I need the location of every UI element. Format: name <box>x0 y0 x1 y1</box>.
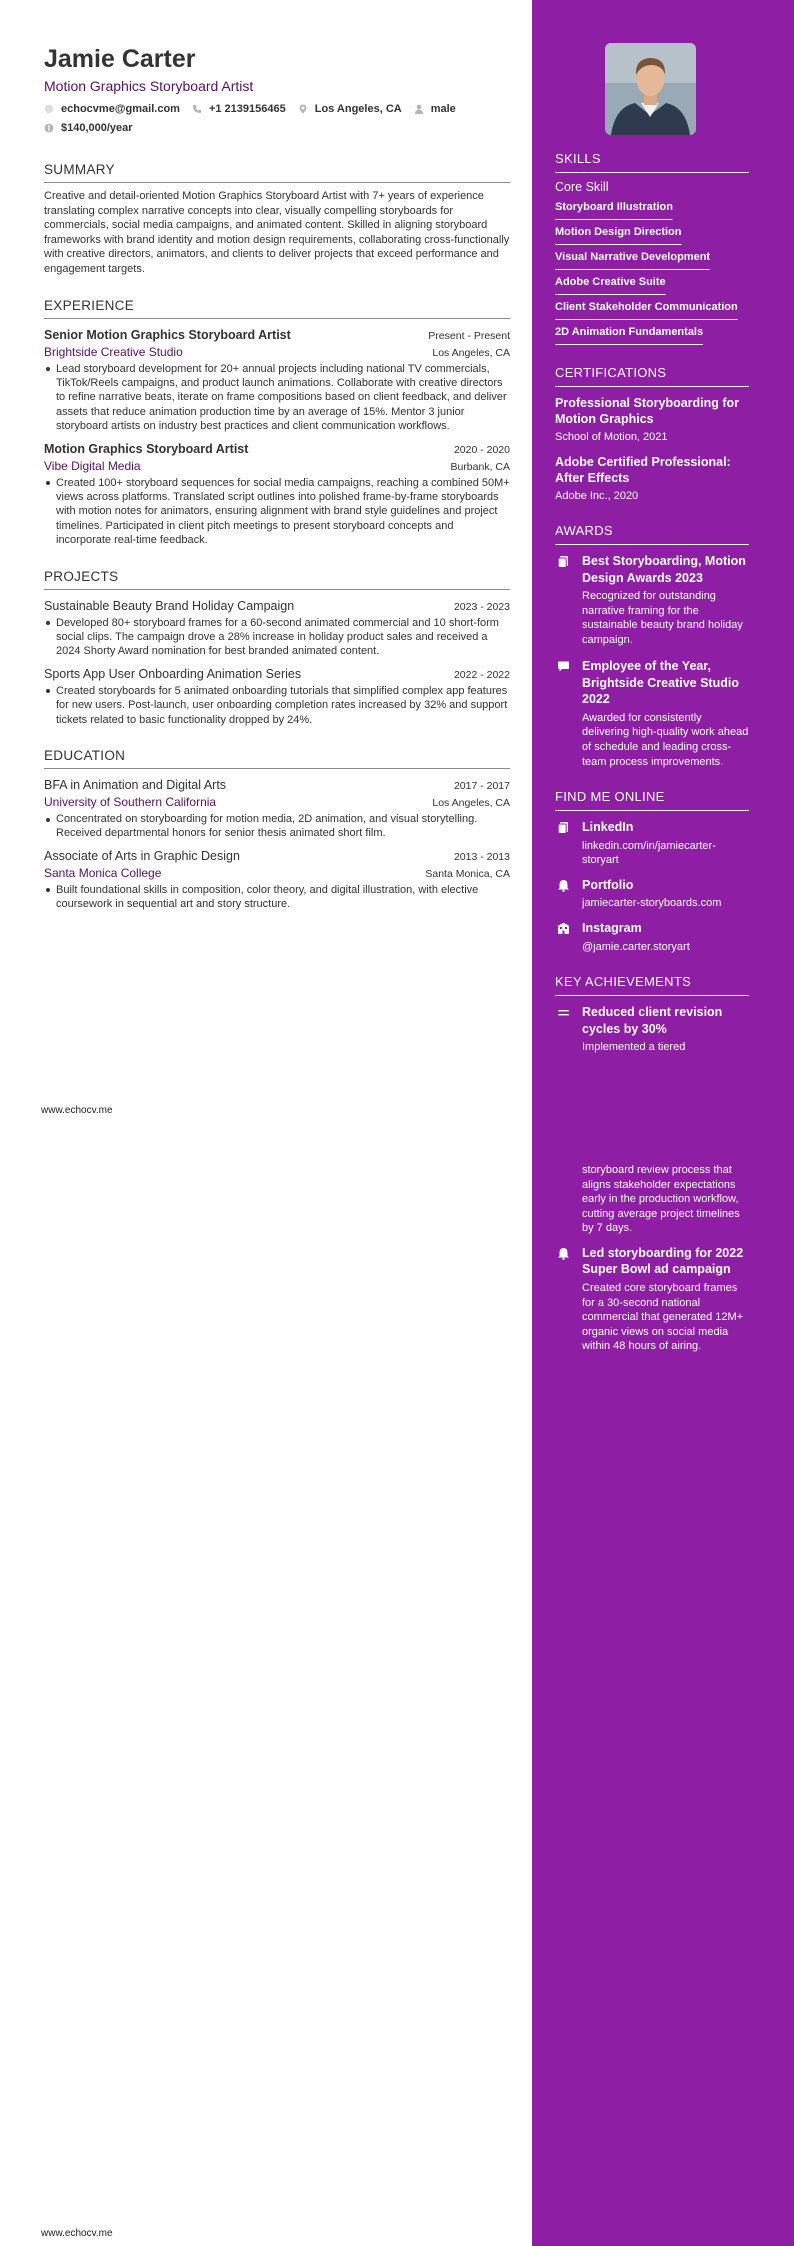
contact-phone[interactable]: +1 2139156465 <box>192 100 286 118</box>
contact-location: Los Angeles, CA <box>298 100 402 118</box>
project-dates: 2023 - 2023 <box>453 600 510 613</box>
linkedin-icon <box>557 821 570 834</box>
candidate-role: Motion Graphics Storyboard Artist <box>44 78 254 94</box>
job-title: Motion Graphics Storyboard Artist <box>44 441 249 456</box>
online-profile-url[interactable]: @jamie.carter.storyart <box>582 940 690 953</box>
contact-info <box>44 100 510 137</box>
experience-entry <box>44 441 510 548</box>
achievement-item <box>555 1004 749 1055</box>
online-profile-item[interactable] <box>555 920 749 954</box>
key-achievements-heading: KEY ACHIEVEMENTS <box>555 974 749 996</box>
job-dates: 2020 - 2020 <box>453 443 510 456</box>
degree-title: Associate of Arts in Graphic Design <box>44 848 240 863</box>
award-description: Recognized for outstanding narrative framing for the sustainable beauty brand holiday campaign. <box>582 590 743 646</box>
person-icon <box>414 104 424 114</box>
skill-item: Client Stakeholder Communication <box>555 299 738 320</box>
experience-heading: EXPERIENCE <box>44 297 510 319</box>
certification-name: Adobe Certified Professional: After Effects <box>555 455 731 485</box>
main-column <box>44 42 510 912</box>
location-pin-icon <box>298 104 308 114</box>
award-item <box>555 658 749 769</box>
achievement-description: storyboard review process that aligns stakeholder expectations early in the production workflow, cutting average project timelines by 7 days. <box>582 1164 740 1235</box>
skill-item: 2D Animation Fundamentals <box>555 324 703 345</box>
bars-icon <box>557 1006 570 1019</box>
education-heading: EDUCATION <box>44 747 510 769</box>
salary-icon <box>44 123 54 133</box>
education-entry <box>44 777 510 841</box>
project-title: Sustainable Beauty Brand Holiday Campaign <box>44 598 295 613</box>
certification-issuer: School of Motion, 2021 <box>555 431 668 443</box>
education-bullet: Concentrated on storyboarding for motion media, 2D animation, and visual storytelling. Received departmental honors for senior thesis animated short film. <box>44 812 510 841</box>
awards-heading: AWARDS <box>555 523 749 545</box>
skills-heading: SKILLS <box>555 151 749 173</box>
project-bullet: Developed 80+ storyboard frames for a 60-second animated commercial and 10 short-form social clips. The campaign drove a 28% increase in holiday product sales and received a 2024 Shorty Award nomination for best branded animated content. <box>44 616 510 659</box>
skill-item: Motion Design Direction <box>555 224 682 245</box>
skill-item: Storyboard Illustration <box>555 199 673 220</box>
school-name: Santa Monica College <box>44 865 162 880</box>
candidate-name: Jamie Carter <box>44 45 196 73</box>
award-title: Employee of the Year, Brightside Creative Studio 2022 <box>582 659 739 707</box>
online-profile-label: LinkedIn <box>582 820 634 835</box>
online-profile-label: Portfolio <box>582 877 634 892</box>
job-title: Senior Motion Graphics Storyboard Artist <box>44 327 291 342</box>
company-name: Vibe Digital Media <box>44 458 141 473</box>
certification-name: Professional Storyboarding for Motion Graphics <box>555 396 740 426</box>
email-icon <box>44 104 54 114</box>
job-location: Burbank, CA <box>450 460 510 473</box>
achievement-title: Reduced client revision cycles by 30% <box>582 1005 723 1036</box>
online-profile-item[interactable] <box>555 877 749 911</box>
bell-icon <box>557 1247 570 1260</box>
bell-icon <box>557 879 570 892</box>
job-dates: Present - Present <box>428 329 510 342</box>
award-description: Awarded for consistently delivering high-quality work ahead of schedule and leading cross-team process improvements. <box>582 711 749 768</box>
award-item <box>555 553 749 647</box>
contact-salary: $140,000/year <box>44 119 133 137</box>
project-entry <box>44 598 510 659</box>
project-dates: 2022 - 2022 <box>453 668 510 681</box>
phone-icon <box>192 104 202 114</box>
speech-bubble-icon <box>557 660 570 673</box>
company-name: Brightside Creative Studio <box>44 344 183 359</box>
school-location: Santa Monica, CA <box>425 867 510 880</box>
education-bullet: Built foundational skills in composition, color theory, and digital illustration, with elective coursework in sequential art and story structure. <box>44 883 510 912</box>
projects-heading: PROJECTS <box>44 568 510 590</box>
contact-gender: male <box>414 100 456 118</box>
degree-title: BFA in Animation and Digital Arts <box>44 778 227 793</box>
footer-website-link[interactable]: www.echocv.me <box>41 1105 113 1116</box>
project-entry <box>44 666 510 727</box>
trophy-icon <box>557 555 570 568</box>
job-location: Los Angeles, CA <box>432 346 510 359</box>
achievement-item <box>555 1245 749 1354</box>
skill-item: Visual Narrative Development <box>555 249 710 270</box>
achievement-description: Created core storyboard frames for a 30-second national commercial that generated 12M+ organic views on social media within 48 hours of airing. <box>582 1281 744 1353</box>
project-title: Sports App User Onboarding Animation Series <box>44 666 302 681</box>
online-profile-url[interactable]: linkedin.com/in/jamiecarter-storyart <box>582 839 716 867</box>
certification-issuer: Adobe Inc., 2020 <box>555 490 639 502</box>
achievement-title: Led storyboarding for 2022 Super Bowl ad campaign <box>582 1245 744 1277</box>
achievement-description: Implemented a tiered <box>582 1041 686 1054</box>
project-bullet: Created storyboards for 5 animated onboarding tutorials that simplified complex app features for new users. Post-launch, user onboarding completion rates increased by 32% and support tickets related to basic functionality dropped by 24%. <box>44 684 510 727</box>
school-name: University of Southern California <box>44 795 217 810</box>
profile-photo <box>605 43 696 135</box>
summary-heading: SUMMARY <box>44 161 510 183</box>
school-location: Los Angeles, CA <box>432 797 510 810</box>
building-icon <box>557 922 570 935</box>
sidebar-achievements-continued <box>555 1163 749 1354</box>
experience-entry <box>44 327 510 434</box>
footer-website-link[interactable]: www.echocv.me <box>41 2228 113 2239</box>
job-bullet: Created 100+ storyboard sequences for social media campaigns, reaching a combined 50M+ views across platforms. Translated script outlines into polished frame-by-frame storyboards with motion notes for animators, ensuring alignment with brand style guidelines and project timelines. Participated in client pitch meetings to present storyboard concepts and incorporate real-time feedback. <box>44 476 510 548</box>
online-profile-item[interactable] <box>555 819 749 868</box>
certifications-heading: CERTIFICATIONS <box>555 365 749 387</box>
contact-email[interactable]: echocvme@gmail.com <box>44 100 180 118</box>
summary-text: Creative and detail-oriented Motion Graphics Storyboard Artist with 7+ years of experience translating complex narrative concepts into clear, visually compelling storyboards for commercials, social media campaigns, and animated content. Skilled in aligning storyboard frameworks with brand identity and motion design requirements, collaborating cross-functionally with creative directors, animators, and clients to deliver projects that exceed performance and engagement targets. <box>44 190 510 275</box>
achievement-item <box>555 1163 749 1236</box>
degree-dates: 2017 - 2017 <box>453 780 510 793</box>
sidebar-skills-section <box>555 151 749 1055</box>
online-profile-label: Instagram <box>582 921 642 936</box>
skill-item: Adobe Creative Suite <box>555 274 666 295</box>
find-me-online-heading: FIND ME ONLINE <box>555 789 749 811</box>
online-profile-url[interactable]: jamiecarter-storyboards.com <box>582 897 722 910</box>
education-entry <box>44 848 510 912</box>
skills-subtitle: Core Skill <box>555 180 609 194</box>
job-bullet: Lead storyboard development for 20+ annual projects including national TV commercials, TikTok/Reels campaigns, and product launch animations. Collaborate with creative directors to refine narrative beats, iterate on frame compositions based on client feedback, and deliver assets that reduce animation production time by an average of 15%. Mentor 3 junior storyboard artists on industry best practices and client communication workflows. <box>44 362 510 434</box>
degree-dates: 2013 - 2013 <box>453 850 510 863</box>
award-title: Best Storyboarding, Motion Design Awards 2023 <box>582 554 746 585</box>
